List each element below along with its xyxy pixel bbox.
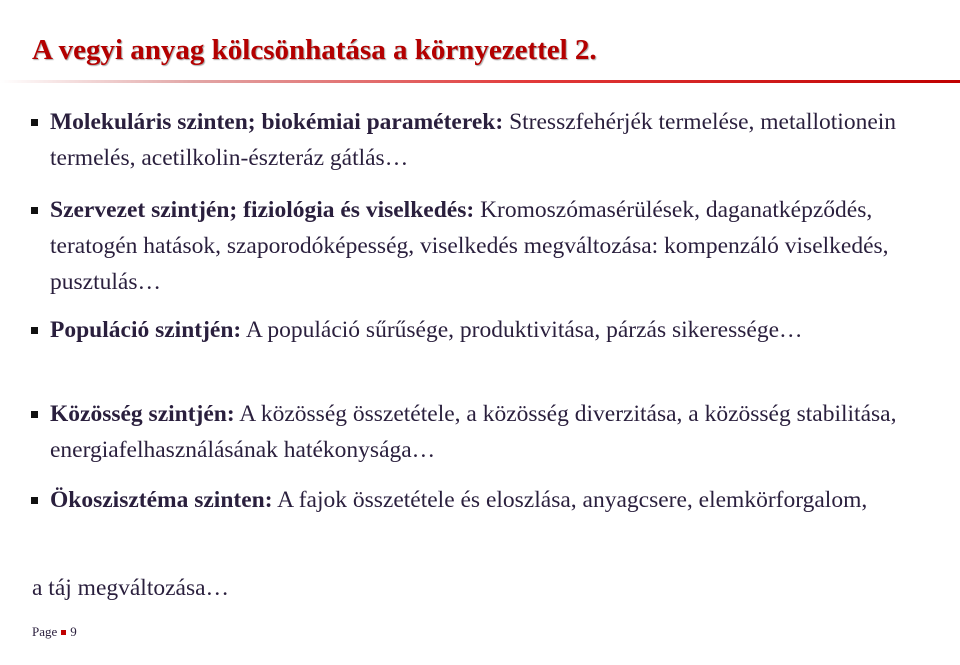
bullet-item-organism xyxy=(50,192,900,300)
bullet-heading: Molekuláris szinten; biokémiai paraméterek: xyxy=(50,109,504,135)
bullet-item-molecular xyxy=(50,104,900,176)
bullet-text: A közösség összetétele, a közösség diverzitása, a közösség stabilitása, energiafelhasználásának hatékonysága… xyxy=(50,401,897,463)
page-footer xyxy=(32,624,77,640)
page-number: 9 xyxy=(70,624,77,639)
square-bullet-icon xyxy=(31,119,38,126)
square-bullet-icon xyxy=(31,497,38,504)
square-bullet-icon xyxy=(31,327,38,334)
red-square-icon xyxy=(61,630,66,635)
bullet-item-population xyxy=(50,312,900,348)
bullet-heading: Populáció szintjén: xyxy=(50,317,242,343)
landscape-change-text: a táj megváltozása… xyxy=(32,575,230,601)
bullet-heading: Közösség szintjén: xyxy=(50,401,235,427)
square-bullet-icon xyxy=(31,207,38,214)
bullet-text: A populáció sűrűsége, produktivitása, párzás sikeressége… xyxy=(241,317,803,343)
slide-title: A vegyi anyag kölcsönhatása a környezettel 2. xyxy=(32,34,597,66)
page-label: Page xyxy=(32,624,58,639)
square-bullet-icon xyxy=(31,411,38,418)
bullet-heading: Szervezet szintjén; fiziológia és viselkedés: xyxy=(50,197,475,223)
bullet-text: Kromoszómasérülések, daganatképződés, teratogén hatások, szaporodóképesség, viselkedés megváltozása: kompenzáló viselkedés, pusztulás… xyxy=(50,197,889,295)
bullet-item-community xyxy=(50,396,900,468)
bullet-text: Stresszfehérjék termelése, metallotionein termelés, acetilkolin-észteráz gátlás… xyxy=(50,109,897,171)
bullet-text: A fajok összetétele és eloszlása, anyagcsere, elemkörforgalom, xyxy=(272,487,868,513)
bullet-item-ecosystem xyxy=(50,482,900,518)
bullet-heading: Ökoszisztéma szinten: xyxy=(50,487,273,513)
